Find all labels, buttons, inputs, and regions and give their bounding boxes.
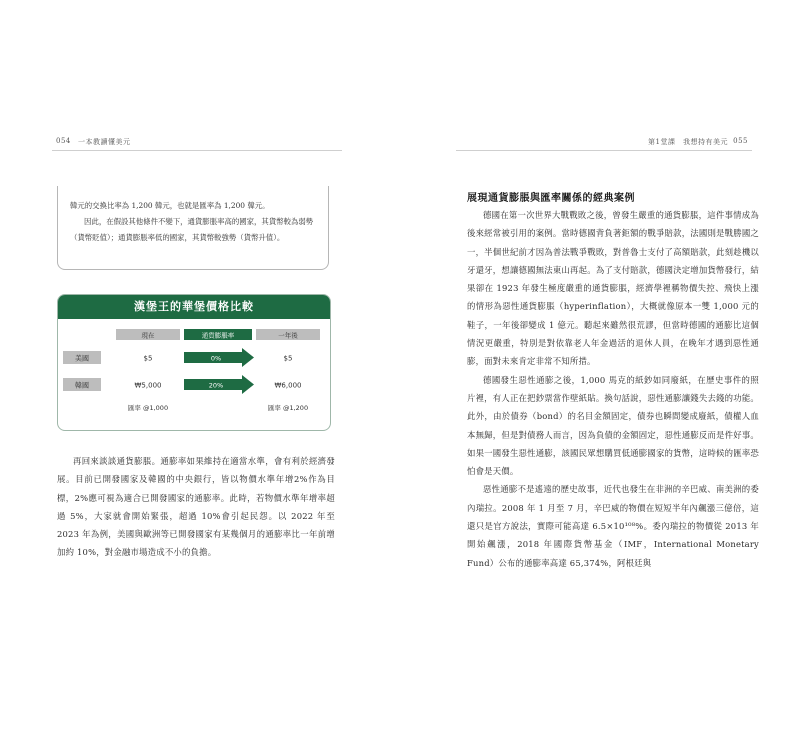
figure-title: 漢堡王的華堡價格比較 bbox=[58, 295, 330, 319]
paragraph: 德國發生惡性通膨之後，1,000 馬克的紙鈔如同廢紙，在歷史事件的照片裡，有人正在把鈔票當作壁紙貼。換句話說，惡性通膨讓錢失去錢的功能。此外，由於債券（bond）的名目金額固定，債券也瞬間變成廢紙，債權人血本無歸，但是對債務人而言，因為負債的金額固定，惡性通膨反而是件好事。如果一國發生惡性通膨，該國民眾想購買低通膨國家的貨幣，這時候的匯率恐怕會是天價。 bbox=[467, 374, 759, 477]
right-page bbox=[400, 0, 800, 744]
col-header-one-year: 一年後 bbox=[278, 331, 298, 340]
col-header-now: 現在 bbox=[141, 331, 155, 340]
us-inflation-rate: 0% bbox=[210, 354, 222, 363]
paragraph: 惡性通膨不是遙遠的歷史故事，近代也發生在非洲的辛巴威、南美洲的委內瑞拉。2008 年 1 月至 7 月，辛巴威的物價在短短半年內飆漲三億倍，這還只是官方說法，實際可能高達 6.5×10¹⁰⁸%。委內瑞拉的物價從 2013 年開始飆漲，2018 年國際貨幣基金（IMF，International Monetary Fund）公布的通膨率高達 65,374%，阿根廷與 bbox=[467, 484, 759, 568]
kr-price-now: ₩5,000 bbox=[134, 381, 162, 390]
paragraph: 德國在第一次世界大戰戰敗之後，曾發生嚴重的通貨膨脹，這件事情成為後來經常被引用的案例。當時德國背負著鉅額的戰爭賠款，法國則是戰勝國之一，半個世紀前才因為普法戰爭戰敗，對普魯士支付了高額賠款，此刻趁機以牙還牙，想讓德國無法東山再起。為了支付賠款，德國決定增加貨幣發行，結果卻在 1923 年發生極度嚴重的通貨膨脹，經濟學裡稱物價失控、飛快上漲的情形為惡性通貨膨脹（hyperinflation），大概就像原本一雙 1,000 元的鞋子，一年後卻變成 1 億元。聽起來雖然很荒謬，但當時德國的通膨比這個情況更嚴重，特別是對依靠老人年金過活的退休人員，在晚年才遇到惡性通膨，面對未來肯定非常不知所措。 bbox=[467, 210, 759, 367]
us-price-now: $5 bbox=[143, 354, 153, 363]
kr-inflation-rate: 20% bbox=[208, 381, 224, 390]
note-box bbox=[57, 186, 329, 270]
row-label-us: 美國 bbox=[75, 354, 89, 363]
section-heading: 展現通貨膨脹與匯率關係的經典案例 bbox=[467, 193, 635, 204]
running-title: 第1堂課 我想持有美元 bbox=[648, 138, 728, 146]
row-label-kr: 韓國 bbox=[75, 381, 89, 390]
price-comparison-figure bbox=[57, 294, 331, 431]
kr-price-later: ₩6,000 bbox=[274, 381, 302, 390]
note-line: 因此，在假設其他條件不變下，通貨膨脹率高的國家，其貨幣較為弱勢（貨幣貶值）；通貨膨脹率低的國家，其貨幣較強勢（貨幣升值）。 bbox=[70, 217, 314, 242]
col-header-inflation: 通貨膨脹率 bbox=[201, 331, 235, 340]
header-rule bbox=[456, 150, 752, 151]
page-number: 054 bbox=[56, 137, 71, 145]
figure-diagram bbox=[58, 319, 331, 431]
fx-rate-later: 匯率 @1,200 bbox=[267, 404, 309, 412]
note-line: 韓元的交換比率為 1,200 韓元，也就是匯率為 1,200 韓元。 bbox=[70, 201, 270, 210]
page-number: 055 bbox=[733, 137, 748, 145]
header-rule bbox=[52, 150, 342, 151]
paragraph: 再回來談談通貨膨脹。通膨率如果維持在適當水準，會有利於經濟發展。目前已開發國家及韓國的中央銀行，皆以物價水準年增2%作為目標，2%應可視為適合已開發國家的通膨率。此時，若物價水準年增率超過 5%，大家就會開始緊張，超過 10%會引起民怨。以 2022 年至 2023 年為例，美國與歐洲等已開發國家有某幾個月的通膨率比一年前增加約 10%，對金融市場造成不小的負擔。 bbox=[57, 456, 335, 558]
us-price-later: $5 bbox=[283, 354, 293, 363]
body-text bbox=[57, 452, 335, 562]
running-title: 一本教讀懂美元 bbox=[78, 138, 131, 146]
body-text bbox=[467, 206, 759, 572]
fx-rate-now: 匯率 @1,000 bbox=[127, 404, 169, 412]
